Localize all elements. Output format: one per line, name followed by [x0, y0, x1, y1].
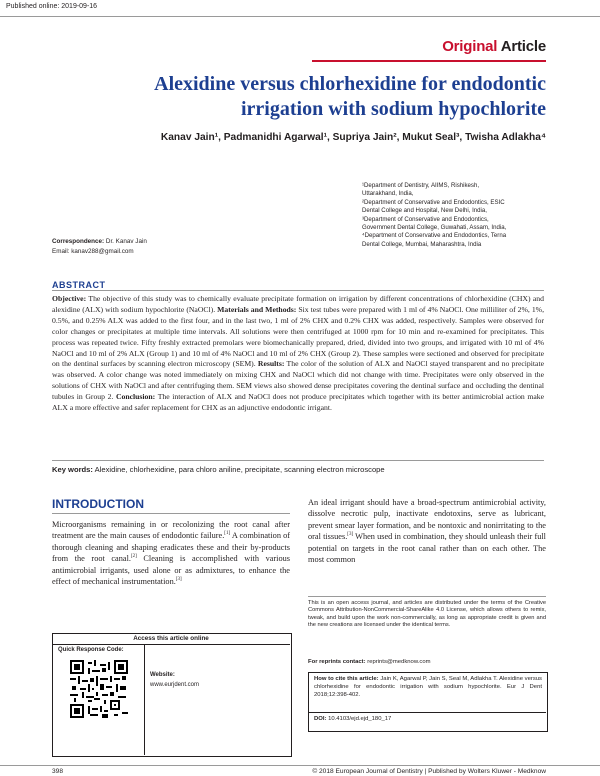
introduction-column-2 [308, 497, 546, 565]
introduction-heading: INTRODUCTION [52, 497, 144, 511]
reference-link[interactable]: [3] [347, 532, 354, 538]
keywords [52, 465, 385, 474]
keywords-text: Alexidine, chlorhexidine, para chloro aniline, precipitate, scanning electron microscope [94, 465, 385, 474]
title-line-1: Alexidine versus chlorhexidine for endodontic [154, 73, 546, 95]
doi-label: DOI: [314, 716, 327, 722]
intro-text: An ideal irrigant should have a broad-spectrum antimicrobial activity, dissolve necrotic pulp, inactivate endotoxins, serve as lubricant, prevent smear layer formation, and be nontoxic and nonirritating to the oral tissues. [308, 498, 546, 542]
affiliation-line: Uttarakhand, India, [362, 190, 414, 198]
abstract-body [52, 294, 544, 414]
correspondence-name: Dr. Kanav Jain [105, 238, 147, 245]
keywords-label: Key words: [52, 465, 93, 474]
affiliation-line: Dental College and Hospital, New Delhi, India, [362, 207, 487, 215]
page-number: 398 [52, 768, 64, 775]
conclusion-label: Conclusion: [115, 392, 156, 402]
reprints [308, 659, 431, 665]
correspondence-email[interactable]: kanav288@gmail.com [71, 248, 134, 255]
abstract-bottom-divider [52, 460, 544, 461]
methods-label: Materials and Methods: [217, 304, 297, 314]
reference-link[interactable]: [1] [224, 531, 231, 537]
affiliation-line: ⁴Department of Conservative and Endodontics, Terna [362, 232, 507, 240]
abstract-divider [52, 290, 544, 291]
access-article-title: Access this article online [52, 633, 290, 645]
article-title [70, 72, 546, 122]
published-online: Published online: 2019-09-16 [6, 3, 98, 10]
affiliation-line: Government Dental College, Guwahati, Assam, India, [362, 224, 507, 232]
qr-code[interactable] [70, 660, 128, 718]
cite-text [314, 675, 542, 699]
reprints-email[interactable]: reprints@medknow.com [367, 659, 431, 665]
article-type-article: Article [500, 38, 546, 55]
license-divider [308, 596, 546, 597]
reference-link[interactable]: [3] [175, 577, 182, 583]
intro-text: A combination of thorough cleaning and shaping eradicates these and their by-products from the root canal. [52, 531, 291, 564]
conclusion-text: The interaction of ALX and NaOCl does not produce precipitates which together with its better antimicrobial action make ALX a more effective and safer replacement for CHX as an adjunctive endodontic irrigant. [52, 392, 544, 413]
title-line-2: irrigation with sodium hypochlorite [240, 98, 546, 120]
intro-text: Cleaning is accomplished with various antimicrobial irrigants, used alone or as admixtures, to enhance the effect of mechanical instrumentation. [52, 554, 290, 587]
cite-body: Jain K, Agarwal P, Jain S, Seal M, Adlakha T. Alexidine versus chlorhexidine for endodontic irrigation with sodium hypochlorite. Eur J Dent 2018;12:398-402. [314, 676, 543, 698]
reference-link[interactable]: [2] [130, 554, 137, 560]
affiliation-line: ³Department of Conservative and Endodontics, [362, 215, 489, 223]
website-link[interactable]: www.eurjdent.com [150, 682, 200, 688]
objective-text: The objective of this study was to chemically evaluate precipitate formation on irrigation by different concentrations of chlorhexidine (CHX) and alexidine (ALX) with sodium hypochlorite (NaOCl). [52, 294, 544, 314]
cite-divider [308, 712, 546, 713]
article-type-original: Original [442, 38, 498, 55]
header-red-rule [312, 60, 546, 62]
authors: Kanav Jain¹, Padmanidhi Agarwal¹, Supriya Jain², Mukut Seal³, Twisha Adlakha⁴ [160, 132, 546, 143]
email-label: Email: [52, 248, 70, 255]
abstract-heading: ABSTRACT [52, 280, 106, 290]
results-text: The color of the solution of ALX and NaOCl stayed transparent and no precipitate was observed. A color change was noted immediately on mixing CHX and NaOCl which did not change with time. Precipitates were only observed in the solutions of CHX with NaOCl and after centrifuging them. SEM views also showed dense precipitates covering the dentinal surface and occluding the dentinal tubules in Group 2. [52, 359, 544, 402]
footer-divider [0, 765, 600, 766]
correspondence [52, 237, 147, 257]
intro-text: Microorganisms remaining in or recolonizing the root canal after treatment are the main causes of endodontic failure. [52, 520, 290, 541]
reprints-label: For reprints contact: [308, 659, 366, 665]
footer-copyright: © 2018 European Journal of Dentistry | Published by Wolters Kluwer - Medknow [312, 768, 546, 775]
methods-text: Six test tubes were prepared with 1 ml of 4% NaOCl. One milliliter of 2%, 1%, 0.5%, and 0.25% ALX was added to the first four, and in the last two, 1 ml of 2% CHX and 0.2% CHX was added, respectively. Samples were observed for color changes or precipitates at multiple time intervals. All solutions were then centrifuged at 1000 rpm for 10 min and re-examined for precipitates. This process was repeated twice. Fifty freshly extracted premolars were biomechanically prepared, dried, divided into two groups, and irrigated with 10 ml of 4% NaOCl and 10 ml of 2% ALX (Group 1) and 10 ml of 4% NaOCl and 10 ml of 2% CHX (Group 2). These samples were sectioned and observed for precipitate on the dentinal surfaces by scanning electron microscopy (SEM). [52, 304, 544, 369]
access-box-divider [144, 645, 145, 755]
affiliations [362, 182, 552, 249]
doi-value[interactable]: 10.4103/ejd.ejd_180_17 [328, 716, 392, 722]
license-text: This is an open access journal, and articles are distributed under the terms of the Creative Commons Attribution-NonCommercial-ShareAlike 4.0 License, which allows others to remix, tweak, and build upon the work non-commercially, as long as appropriate credit is given and the new creations are licensed under the identical terms. [308, 600, 546, 628]
correspondence-label: Correspondence: [52, 238, 105, 245]
intro-text: When used in combination, they should unleash their full potential on targets in the root canal rather than on each other. The most common [308, 532, 546, 565]
article-type [442, 38, 546, 55]
website-label: Website: [150, 672, 175, 678]
affiliation-line: ¹Department of Dentistry, AIIMS, Rishikesh, [362, 182, 480, 189]
affiliation-line: Dental College, Mumbai, Maharashtra, India [362, 240, 482, 248]
doi [314, 716, 391, 722]
top-divider [0, 16, 600, 17]
qr-label: Quick Response Code: [58, 647, 124, 653]
results-label: Results: [257, 359, 285, 369]
affiliation-line: ²Department of Conservative and Endodontics, ESIC [362, 198, 505, 206]
cite-label: How to cite this article: [314, 676, 379, 682]
introduction-column-1 [52, 519, 290, 587]
introduction-divider [52, 513, 290, 514]
objective-label: Objective: [52, 294, 87, 303]
